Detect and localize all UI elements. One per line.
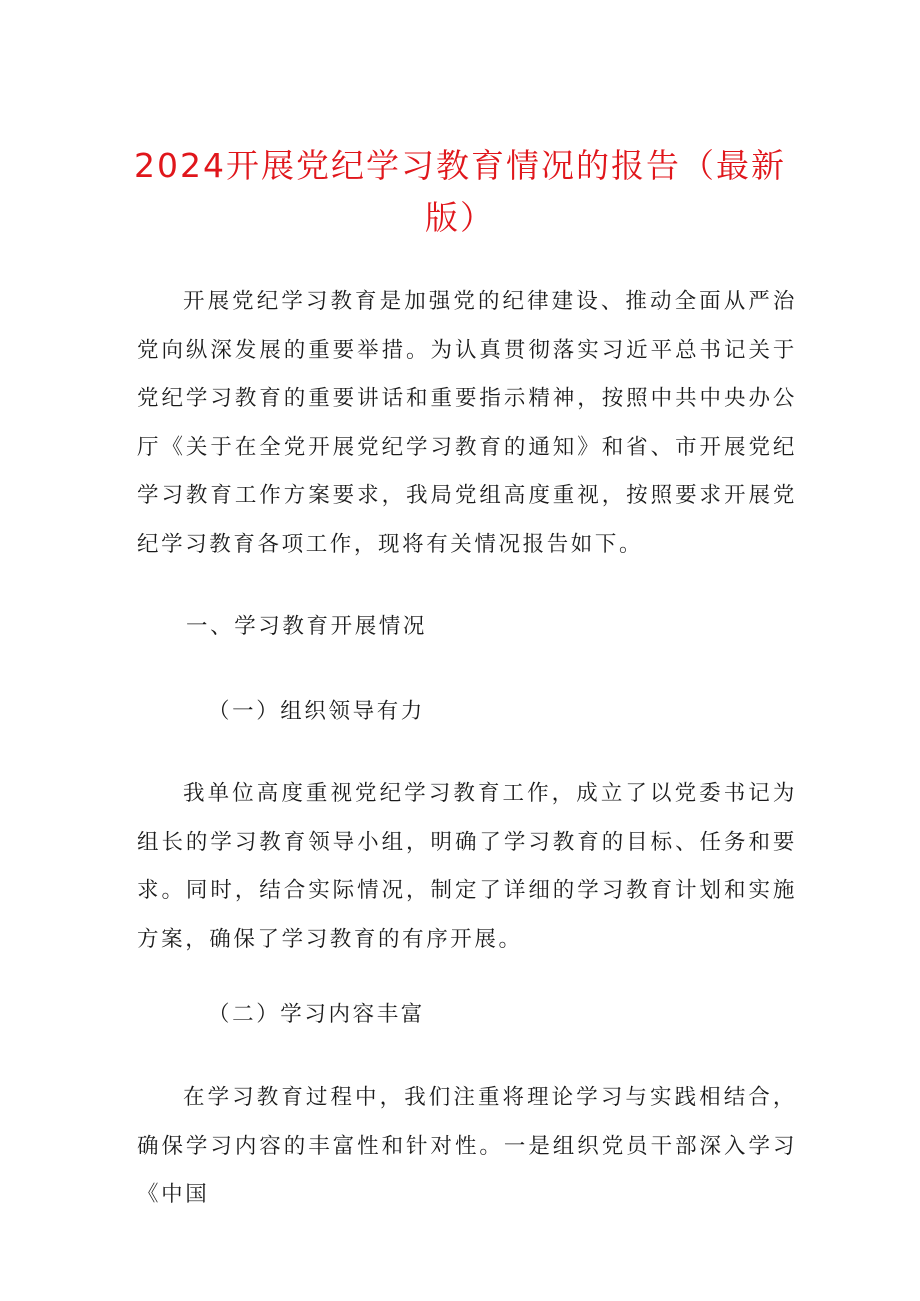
subsection-2-body: 在学习教育过程中，我们注重将理论学习与实践相结合，确保学习内容的丰富性和针对性。一是组织党员干部深入学习《中国 bbox=[137, 1085, 797, 1207]
intro-paragraph: 开展党纪学习教育是加强党的纪律建设、推动全面从严治党向纵深发展的重要举措。为认真贯彻落实习近平总书记关于党纪学习教育的重要讲话和重要指示精神，按照中共中央办公厅《关于在全党开展党纪学习教育的通知》和省、市开展党纪学习教育工作方案要求，我局党组高度重视，按照要求开展党纪学习教育各项工作，现将有关情况报告如下。 bbox=[137, 289, 797, 557]
subsection-heading-1: （一）组织领导有力 bbox=[208, 699, 425, 724]
subsection-heading-2: （二）学习内容丰富 bbox=[208, 1002, 425, 1027]
document-title: 2024开展党纪学习教育情况的报告（最新版） bbox=[134, 146, 786, 237]
subsection-1-body: 我单位高度重视党纪学习教育工作，成立了以党委书记为组长的学习教育领导小组，明确了学习教育的目标、任务和要求。同时，结合实际情况，制定了详细的学习教育计划和实施方案，确保了学习教育的有序开展。 bbox=[137, 781, 797, 952]
section-heading-1: 一、学习教育开展情况 bbox=[186, 614, 428, 639]
